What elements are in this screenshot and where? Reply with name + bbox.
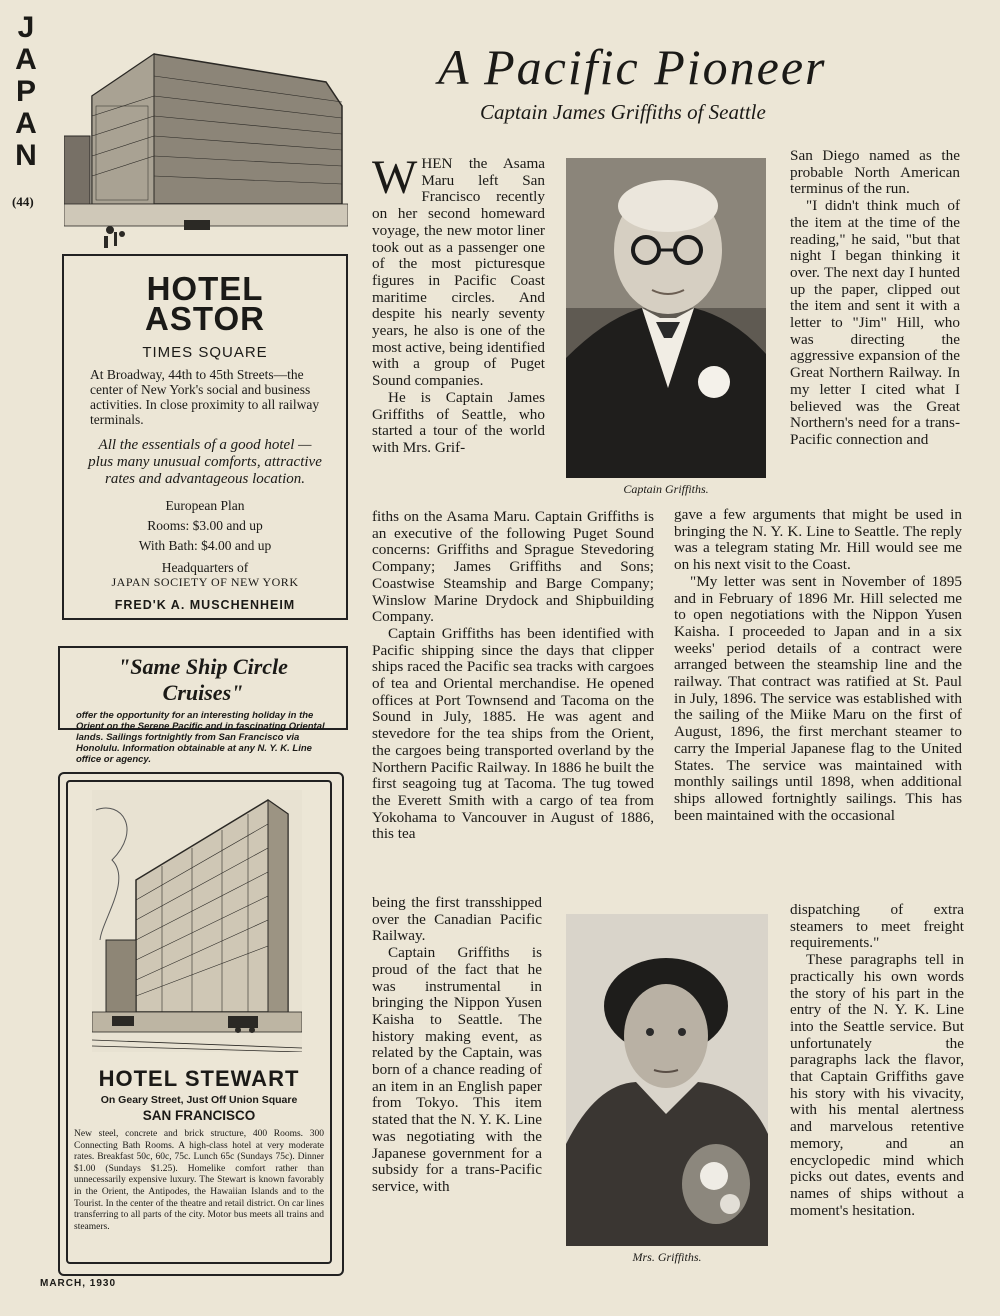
article-paragraph-m1: gave a few arguments that might be used in bringing the N. Y. K. Line to Seattle. The reply was a telegram stating Mr. Hill would see me on his next visit to the Coast. [674, 506, 962, 574]
drop-cap: W [372, 151, 418, 204]
mrs-portrait [566, 914, 768, 1246]
cruise-title: "Same Ship Circle Cruises" [118, 654, 288, 705]
astor-logo-hotel: HOTEL [146, 270, 264, 307]
article-paragraph-2a: He is Captain James Griffiths of Seattle, who started a tour of the world with Mrs. Grif- [372, 388, 545, 456]
article-paragraph-m2: "My letter was sent in November of 1895 and in February of 1896 Mr. Hill selected me to open negotiations with the Nippon Yusen Kaisha. I proceeded to Japan and in a six weeks' period details of a contract were arranged between the steamship line and the railway. That contract was ratified at St. Paul in July, 1896. The service was established with the sailing of the Miike Maru on the first of August, 1896, the first merchant steamer to carry the Imperial Japanese flag to the United States. The service was maintained with monthly sailings until 1898, when additional ships allowed fortnightly sailings. This has been maintained with the occasional [674, 572, 962, 824]
article-paragraph-r1: San Diego named as the probable North American terminus of the run. [790, 147, 960, 198]
article-col-b [372, 509, 654, 843]
article-title: A Pacific Pioneer [438, 39, 827, 95]
article-col-a [372, 151, 545, 457]
captain-griffiths-photo [566, 158, 766, 478]
astor-plan: European Plan [165, 498, 245, 513]
hotel-astor-ad [62, 254, 348, 620]
p1-text: HEN the Asama Maru left San Francisco recently on her second homeward voyage, the new motor liner took out as a passenger one of the most picturesque figures in Pacific Coast maritime circles. And despite his nearly seventy years, he also is one of the most active, being identified with a group of Puget Sound companies. [372, 155, 545, 390]
hotel-astor-illustration [64, 36, 348, 252]
article-paragraph-r4: These paragraphs tell in practically his own words the story of his part in the entry of the N. Y. K. Line into the Seattle service. But unfortunately the paragraphs lack the flavor, that Captain Griffiths gave his story with his vivacity, with his mental alertness and marvelous retentive memory, and an encyclopedic mind which picks out dates, events and names of ships without a moment's hesitation. [790, 951, 964, 1219]
page-number: (44) [12, 194, 34, 209]
astor-logo-astor: ASTOR [145, 300, 265, 337]
article-paragraph-3: Captain Griffiths has been identified with Pacific shipping since the days that clipper ships raced the Pacific sea tracks with cargoes of tea and Oriental merchandise. He opened offices at Port Townsend and Tacoma on the Sound in July, 1885. He was agent and stevedore for the tea ships from the Orient, the cargoes being transported overland by the Northern Pacific Railway. In 1886 he built the first seagoing tug at Tacoma. The tug towed the Everett Smith with a cargo of tea from Yokohama to Vancouver in August of 1886, this tea [372, 624, 654, 843]
astor-location: TIMES SQUARE [142, 344, 268, 361]
article-paragraph-r2: "I didn't think much of the item at the time of the reading," he said, "but that night I began thinking it over. The next day I hunted up the paper, clipped out the item and sent it with a letter to "Jim" Hill, who was directing the aggressive expansion of the Great Northern Railway. In my letter I cited what I believed was the Great Northern's need for a trans-Pacific connection and [790, 197, 960, 448]
article-col-c [372, 895, 542, 1196]
astor-description: At Broadway, 44th to 45th Streets—the center of New York's social and business activities. In close proximity to all railway terminals. [90, 367, 320, 427]
astor-slogan: All the essentials of a good hotel —plus many unusual comforts, attractive rates and advantageous location. [88, 437, 322, 487]
article-paragraph-3b: being the first transshipped over the Canadian Pacific Railway. [372, 894, 542, 945]
stewart-name: HOTEL STEWART [98, 1066, 300, 1091]
circle-cruises-ad [58, 646, 348, 765]
astor-headquarters: Headquarters of [161, 560, 249, 575]
caption-captain: Captain Griffiths. [623, 482, 709, 496]
captain-portrait [566, 158, 766, 478]
stewart-address: On Geary Street, Just Off Union Square [100, 1094, 298, 1106]
article-col-d [790, 148, 960, 449]
astor-society: JAPAN SOCIETY OF NEW YORK [111, 575, 299, 589]
magazine-title-vertical [10, 12, 42, 172]
article-paragraph-1 [372, 151, 545, 390]
issue-date: MARCH, 1930 [40, 1278, 117, 1289]
article-paragraph-4: Captain Griffiths is proud of the fact that he was instrumental in bringing the Nippon Yusen Kaisha to Seattle. The history making event, as related by the Captain, was born of a chance reading of an item in an English paper from Tokyo. This item stated that the N. Y. K. Line was negotiating with the Japanese government for a subsidy for a trans-Pacific service, with [372, 944, 542, 1195]
masthead-letters: JAPAN [15, 11, 37, 172]
cruise-text: offer the opportunity for an interesting holiday in the Orient on the Serene Pacific and in fascinating Oriental lands. Sailings fortnightly from San Francisco via Honolulu. Information obtainable at any N. Y. K. Line office or agency. [76, 710, 325, 765]
astor-bath-rate: With Bath: $4.00 and up [138, 538, 272, 553]
stewart-body: New steel, concrete and brick structure, 400 Rooms. 300 Connecting Bath Rooms. A high-class hotel at very moderate rates. Breakfast 50c, 60c, 75c. Lunch 65c (Sundays 75c). Dinner $1.00 (Sundays $1.25). Homelike comfort rather than unnecessarily expensive luxury. The Stewart is known favorably in the Orient, the Antipodes, the Hawaiian Islands and to the Tourist. In the center of the theatre and retail district. On car lines transferring to all parts of the city. Motor bus meets all trains and steamers. [74, 1129, 324, 1232]
article-col-f [790, 902, 964, 1219]
hotel-stewart-text [70, 1066, 328, 1233]
caption-mrs: Mrs. Griffiths. [632, 1250, 702, 1264]
astor-manager: FRED'K A. MUSCHENHEIM [114, 598, 296, 612]
article-paragraph-2b: fiths on the Asama Maru. Captain Griffiths is an executive of the following Puget Sound concerns: Griffiths and Sprague Stevedoring Company; James Griffiths and Sons; Coastwise Steamship and Barge Company; Winslow Marine Drydock and Shipbuilding Company. [372, 508, 654, 626]
hotel-stewart-illustration [92, 790, 302, 1052]
article-paragraph-r3: dispatching of extra steamers to meet freight requirements." [790, 901, 964, 952]
article-col-e [674, 507, 962, 824]
stewart-city: SAN FRANCISCO [142, 1108, 256, 1123]
article-subtitle: Captain James Griffiths of Seattle [480, 100, 766, 124]
mrs-griffiths-photo [566, 914, 768, 1246]
astor-rooms-rate: Rooms: $3.00 and up [147, 518, 263, 533]
